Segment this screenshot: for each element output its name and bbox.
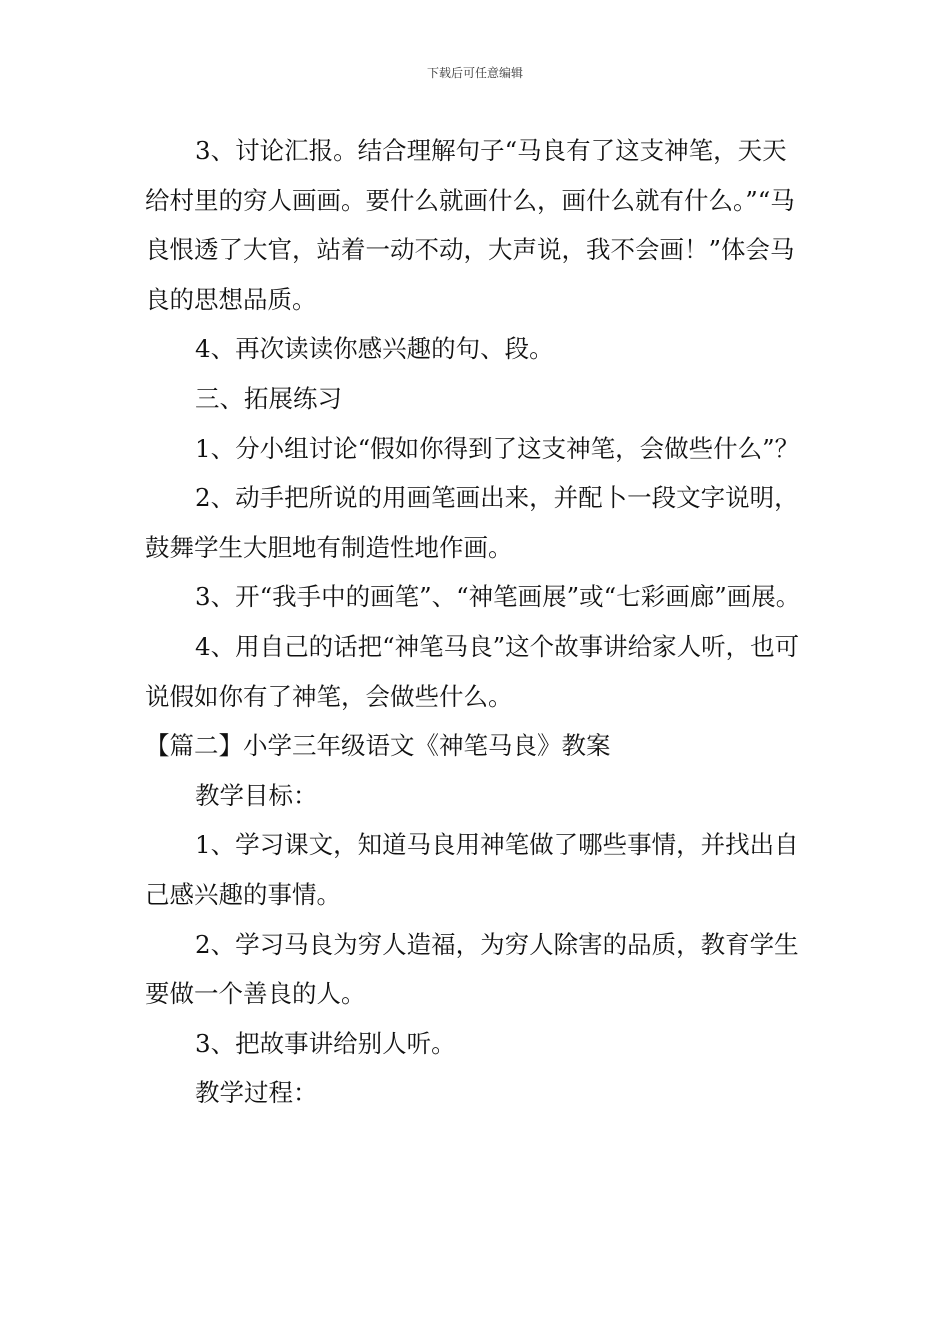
paragraph-reread: 4、再次读读你感兴趣的句、段。 [195,334,554,364]
page-header: 下载后可任意编辑 [426,66,523,80]
document-body [145,126,810,1118]
paragraph-exhibition: 3、开“我手中的画笔”、“神笔画展”或“七彩画廊”画展。 [195,582,801,612]
section-title-part-two: 【篇二】小学三年级语文《神笔马良》教案 [145,731,611,761]
paragraph-retell: 4、用自己的话把“神笔马良”这个故事讲给家人听，也可说假如你有了神笔，会做些什么。 [145,631,800,711]
paragraph-discussion-report: 3、讨论汇报。结合理解句子“马良有了这支神笔，天天给村里的穷人画画。要什么就画什么，画什么就有什么。”“马良恨透了大官，站着一动不动，大声说，我不会画！”体会马良的思想品质。 [145,136,795,314]
goal-item-2: 2、学习马良为穷人造福，为穷人除害的品质，教育学生要做一个善良的人。 [145,929,799,1009]
paragraph-group-discussion: 1、分小组讨论“假如你得到了这支神笔，会做些什么”？ [195,433,800,463]
section-heading-extension: 三、拓展练习 [195,383,342,413]
heading-teaching-process: 教学过程： [195,1078,318,1108]
goal-item-1: 1、学习课文，知道马良用神笔做了哪些事情，并找出自己感兴趣的事情。 [145,830,799,909]
paragraph-drawing-task: 2、动手把所说的用画笔画出来，并配卜一段文字说明，鼓舞学生大胆地有制造性地作画。 [145,483,799,562]
heading-teaching-goals: 教学目标： [195,780,318,810]
goal-item-3: 3、把故事讲给别人听。 [195,1028,456,1058]
